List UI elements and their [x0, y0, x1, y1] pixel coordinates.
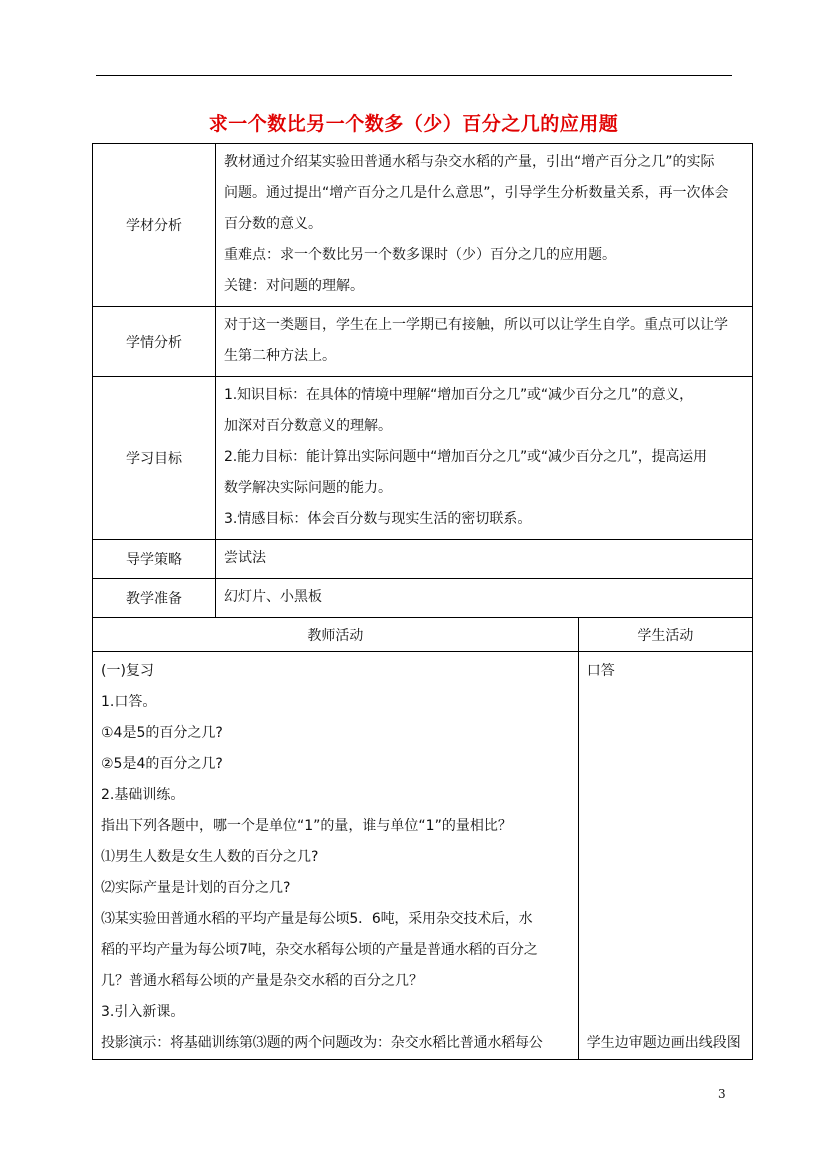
- guided-strategy-label: 导学策略: [93, 540, 216, 579]
- text-line: 教材通过介绍某实验田普通水稻与杂交水稻的产量，引出“增产百分之几”的实际: [224, 154, 715, 170]
- text-line: 1.口答。: [101, 694, 157, 710]
- text-line: 幻灯片、小黑板: [224, 589, 322, 605]
- spacer: [587, 687, 744, 1028]
- text-line: ⑴男生人数是女生人数的百分之几?: [101, 849, 319, 865]
- student-answer-diagram: 学生边审题边画出线段图: [586, 1035, 741, 1051]
- learning-goals-row: [93, 377, 753, 540]
- text-line: 几？普通水稻每公顷的产量是杂交水稻的百分之几？: [101, 973, 423, 989]
- learning-goals-label: 学习目标: [93, 377, 216, 540]
- teacher-activity-content: [93, 652, 579, 1060]
- material-analysis-content: [216, 144, 753, 307]
- guided-strategy-row: [93, 540, 753, 579]
- activity-body-row: [93, 652, 753, 1060]
- text-line: 重难点：求一个数比另一个数多课时（少）百分之几的应用题。: [224, 247, 616, 263]
- page-title: 求一个数比另一个数多（少）百分之几的应用题: [208, 113, 619, 135]
- text-line: 数学解决实际问题的能力。: [224, 480, 392, 496]
- student-activity-content: [578, 652, 752, 1060]
- student-answer-oral: 口答: [586, 663, 615, 679]
- text-line: 关键：对问题的理解。: [224, 278, 364, 294]
- material-analysis-row: [93, 144, 753, 307]
- text-line: ①4是5的百分之几?: [101, 725, 223, 741]
- student-situation-content: [216, 307, 753, 377]
- text-line: 稻的平均产量为每公顷7吨，杂交水稻每公顷的产量是普通水稻的百分之: [101, 942, 538, 958]
- activity-header-row: [93, 618, 753, 652]
- text-line: 3.引入新课。: [101, 1004, 185, 1020]
- text-line: 1.知识目标：在具体的情境中理解“增加百分之几”或“减少百分之几”的意义，: [224, 387, 693, 403]
- teacher-activity-header: 教师活动: [93, 618, 579, 652]
- teaching-prep-value: [216, 579, 753, 618]
- text-line: 2.能力目标：能计算出实际问题中“增加百分之几”或“减少百分之几”，提高运用: [224, 449, 707, 465]
- teaching-prep-row: [93, 579, 753, 618]
- header-rule: [96, 75, 732, 76]
- page-number: 3: [718, 1087, 726, 1101]
- text-line: 问题。通过提出“增产百分之几是什么意思”，引导学生分析数量关系，再一次体会: [224, 185, 729, 201]
- text-line: ⑵实际产量是计划的百分之几?: [101, 880, 291, 896]
- learning-goals-content: [216, 377, 753, 540]
- text-line: ⑶某实验田普通水稻的平均产量是每公顷5．6吨，采用杂交技术后，水: [101, 911, 533, 927]
- text-line: 3.情感目标：体会百分数与现实生活的密切联系。: [224, 511, 532, 527]
- text-line: 投影演示：将基础训练第⑶题的两个问题改为：杂交水稻比普通水稻每公: [101, 1035, 543, 1051]
- guided-strategy-value: [216, 540, 753, 579]
- text-line: 尝试法: [224, 550, 266, 566]
- material-analysis-label: 学材分析: [93, 144, 216, 307]
- text-line: 对于这一类题目，学生在上一学期已有接触，所以可以让学生自学。重点可以让学: [224, 317, 728, 333]
- text-line: 指出下列各题中，哪一个是单位“1”的量，谁与单位“1”的量相比？: [101, 818, 512, 834]
- text-line: 百分数的意义。: [224, 216, 322, 232]
- text-line: 生第二种方法上。: [224, 348, 336, 364]
- teaching-prep-label: 教学准备: [93, 579, 216, 618]
- text-line: 加深对百分数意义的理解。: [224, 418, 392, 434]
- lesson-plan-table: [92, 143, 753, 1060]
- student-situation-label: 学情分析: [93, 307, 216, 377]
- text-line: (一)复习: [101, 663, 154, 679]
- text-line: ②5是4的百分之几?: [101, 756, 223, 772]
- text-line: 2.基础训练。: [101, 787, 185, 803]
- student-situation-row: [93, 307, 753, 377]
- student-activity-header: 学生活动: [578, 618, 752, 652]
